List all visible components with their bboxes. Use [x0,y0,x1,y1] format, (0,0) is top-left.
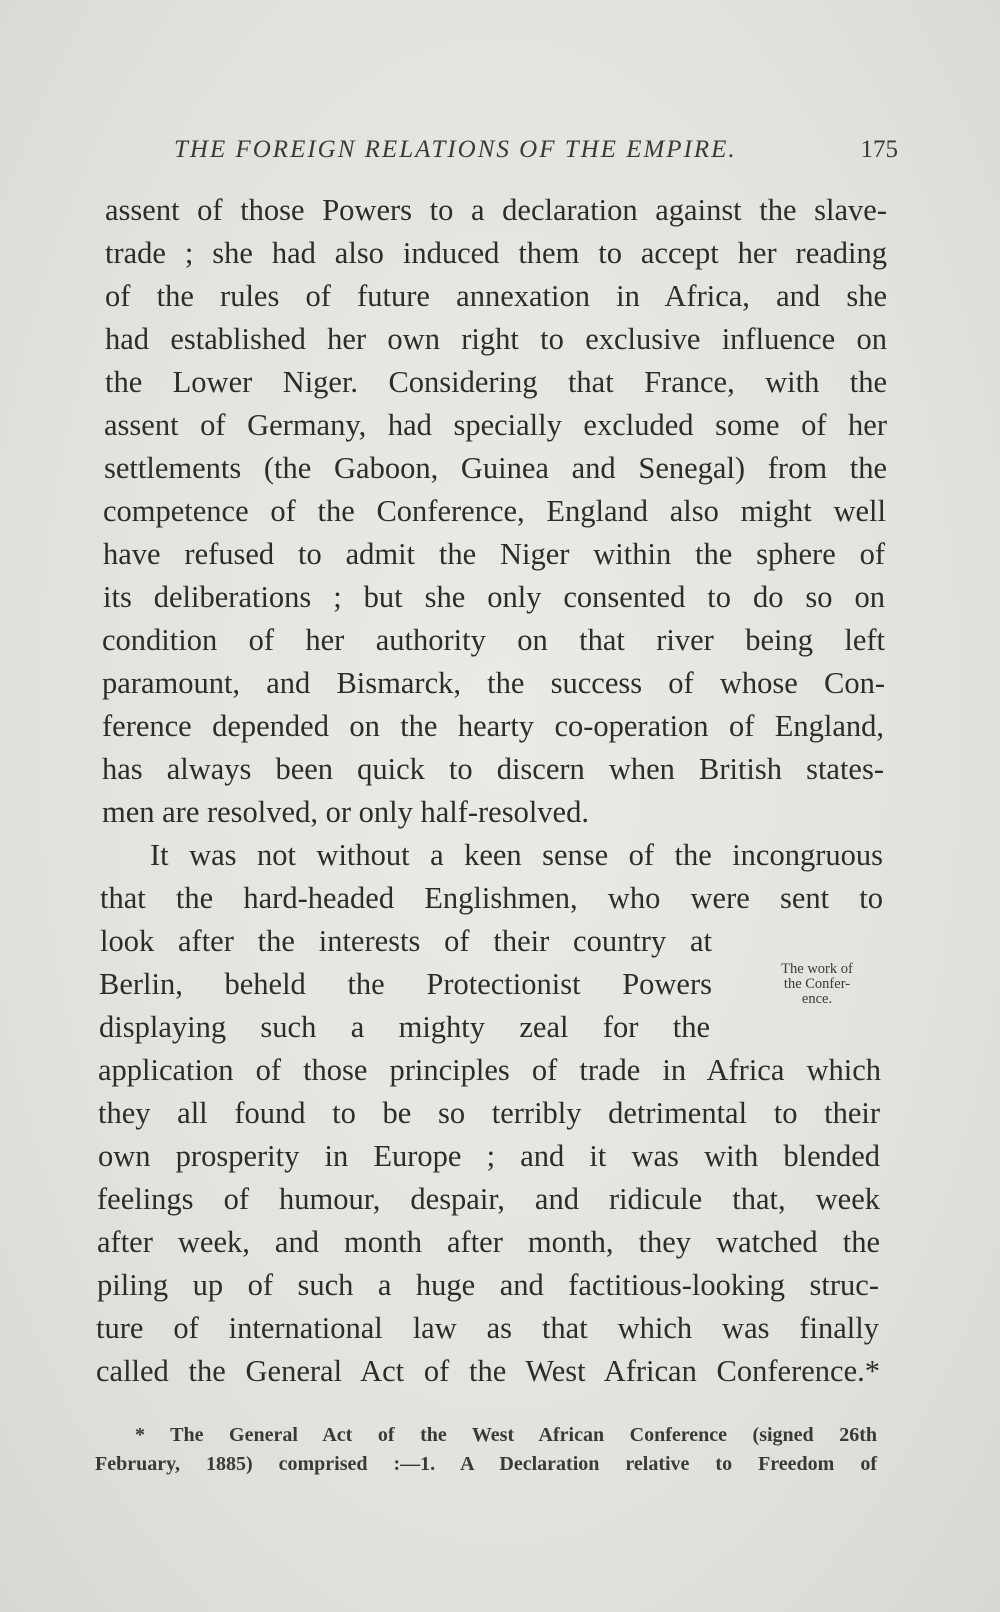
body-line: assent of Germany, had specially excluded some of her [104,408,887,442]
body-line: own prosperity in Europe ; and it was with blended [98,1139,880,1173]
body-line: have refused to admit the Niger within the sphere of [103,537,885,571]
body-line: ture of international law as that which was finally [96,1311,879,1345]
margin-note [752,962,882,1007]
footnote-line: February, 1885) comprised :—1. A Declaration relative to Freedom of [95,1453,877,1475]
body-line: settlements (the Gaboon, Guinea and Senegal) from the [104,451,887,485]
body-line: that the hard-headed Englishmen, who were sent to [100,881,883,915]
body-line: feelings of humour, despair, and ridicule that, week [97,1182,880,1216]
body-line: ference depended on the hearty co-operation of England, [102,709,884,743]
body-line: competence of the Conference, England also might well [103,494,886,528]
body-line: its deliberations ; but she only consented to do so on [103,580,885,614]
body-line: has always been quick to discern when British states- [102,752,884,786]
body-line: It was not without a keen sense of the incongruous [150,838,883,872]
footnote-line: * The General Act of the West African Conference (signed 26th [135,1424,877,1446]
margin-note-line: The work of [781,961,853,977]
body-line: displaying such a mighty zeal for the [99,1010,710,1044]
body-line: paramount, and Bismarck, the success of whose Con- [102,666,885,700]
body-line: of the rules of future annexation in Africa, and she [105,279,887,313]
margin-note-line: ence. [801,991,833,1007]
body-line: application of those principles of trade in Africa which [98,1053,881,1087]
page-header [100,136,900,176]
body-line: Berlin, beheld the Protectionist Powers [99,967,712,1001]
running-head: THE FOREIGN RELATIONS OF THE EMPIRE. [174,136,737,163]
body-line: had established her own right to exclusive influence on [105,322,887,356]
margin-note-line: the Confer- [783,976,851,992]
body-line: the Lower Niger. Considering that France, with the [105,365,887,399]
page-number: 175 [860,136,898,163]
body-line: after week, and month after month, they watched the [97,1225,880,1259]
body-line: called the General Act of the West African Conference.* [96,1354,880,1388]
body-line: look after the interests of their country at [100,924,712,958]
body-line: trade ; she had also induced them to accept her reading [105,236,887,270]
body-line: piling up of such a huge and factitious-looking struc- [97,1268,879,1302]
body-line: assent of those Powers to a declaration against the slave- [105,193,887,227]
body-line: they all found to be so terribly detrimental to their [98,1096,880,1130]
body-line: condition of her authority on that river being left [102,623,885,657]
body-line: men are resolved, or only half-resolved. [102,795,589,829]
